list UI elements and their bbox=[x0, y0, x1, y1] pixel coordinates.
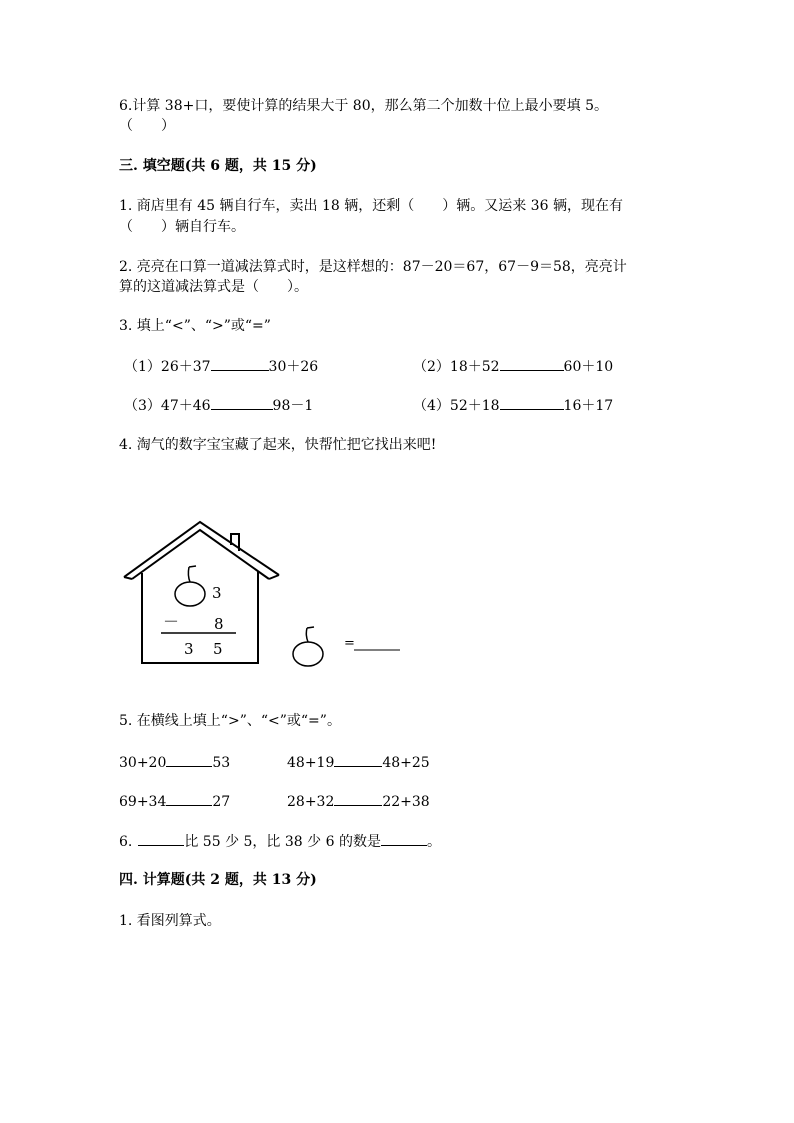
fill-question-1-line-1: 1. 商店里有 45 辆自行车，卖出 18 辆，还剩（ ）辆。又运来 36 辆，现在有 bbox=[119, 198, 623, 214]
fill-question-6 bbox=[119, 831, 441, 852]
compare-item-8 bbox=[287, 791, 430, 812]
compare-item-rhs: 48+25 bbox=[382, 755, 430, 771]
hidden-digit-apple-icon bbox=[175, 582, 205, 606]
compare-item-lhs: 28+32 bbox=[287, 794, 335, 810]
compare-item-lhs: 48+19 bbox=[287, 755, 335, 771]
house-eave-right bbox=[269, 575, 279, 579]
answer-blank[interactable] bbox=[334, 791, 382, 806]
answer-parentheses: （ ） bbox=[119, 118, 175, 134]
compare-item-5 bbox=[119, 752, 230, 773]
fill-question-3: 3. 填上“<”、“>”或“=” bbox=[119, 318, 271, 334]
fill-question-2-line-1: 2. 亮亮在口算一道减法算式时，是这样想的：87－20＝67，67－9＝58，亮亮计 bbox=[119, 259, 627, 275]
compare-item-6 bbox=[287, 752, 430, 773]
answer-blank[interactable] bbox=[381, 831, 427, 846]
answer-blank[interactable] bbox=[166, 752, 212, 767]
difference-ones-digit: 5 bbox=[213, 640, 223, 658]
compare-item-rhs: 30＋26 bbox=[268, 359, 319, 375]
answer-blank[interactable] bbox=[500, 356, 564, 371]
section-3-title: 三. 填空题(共 6 题，共 15 分) bbox=[119, 158, 317, 174]
fill-question-4: 4. 淘气的数字宝宝藏了起来，快帮忙把它找出来吧! bbox=[119, 437, 437, 453]
compare-item-7 bbox=[119, 791, 230, 812]
compare-item-rhs: 22+38 bbox=[382, 794, 430, 810]
answer-blank[interactable] bbox=[211, 356, 269, 371]
compare-item-3 bbox=[124, 395, 313, 416]
compare-item-rhs: 53 bbox=[212, 755, 231, 771]
compare-item-rhs: 60＋10 bbox=[563, 359, 614, 375]
fill-question-5: 5. 在横线上填上“>”、“<”或“=”。 bbox=[119, 713, 341, 729]
compare-item-1 bbox=[124, 356, 318, 377]
compare-item-label: （3）47＋46 bbox=[124, 398, 211, 414]
fill-question-2-line-2: 算的这道减法算式是（ ）。 bbox=[119, 279, 308, 295]
section-4-title: 四. 计算题(共 2 题，共 13 分) bbox=[119, 872, 317, 888]
apple-stem-icon bbox=[188, 566, 196, 582]
compare-item-label: （4）52＋18 bbox=[413, 398, 500, 414]
equals-sign: = bbox=[344, 636, 355, 651]
fill-question-1-line-2: （ ）辆自行车。 bbox=[119, 219, 245, 235]
answer-blank[interactable] bbox=[334, 752, 382, 767]
answer-blank[interactable] bbox=[166, 791, 212, 806]
difference-tens-digit: 3 bbox=[184, 640, 194, 658]
compare-item-label: （2）18＋52 bbox=[413, 359, 500, 375]
house-figure bbox=[118, 515, 418, 675]
compare-item-rhs: 16＋17 bbox=[563, 398, 614, 414]
hidden-answer-apple-icon bbox=[293, 642, 323, 666]
question-end: 。 bbox=[426, 834, 441, 850]
compare-item-rhs: 98－1 bbox=[272, 398, 314, 414]
answer-blank[interactable] bbox=[500, 395, 564, 410]
compare-item-label: （1）26＋37 bbox=[124, 359, 211, 375]
answer-blank[interactable] bbox=[138, 831, 184, 846]
compare-item-2 bbox=[413, 356, 613, 377]
compare-item-lhs: 30+20 bbox=[119, 755, 167, 771]
subtrahend-digit: 8 bbox=[214, 615, 224, 633]
compare-item-rhs: 27 bbox=[212, 794, 231, 810]
apple-stem-icon bbox=[306, 627, 314, 642]
answer-blank[interactable] bbox=[211, 395, 273, 410]
calc-question-1: 1. 看图列算式。 bbox=[119, 913, 221, 929]
compare-item-lhs: 69+34 bbox=[119, 794, 167, 810]
question-text: 比 55 少 5，比 38 少 6 的数是 bbox=[184, 834, 381, 850]
minuend-ones-digit: 3 bbox=[212, 584, 222, 602]
minus-sign: － bbox=[163, 612, 180, 631]
question-number: 6. bbox=[119, 834, 133, 850]
compare-item-4 bbox=[413, 395, 613, 416]
question-6-judge: 6.计算 38+口，要使计算的结果大于 80，那么第二个加数十位上最小要填 5。 bbox=[119, 98, 608, 114]
house-eave-left bbox=[124, 577, 132, 579]
